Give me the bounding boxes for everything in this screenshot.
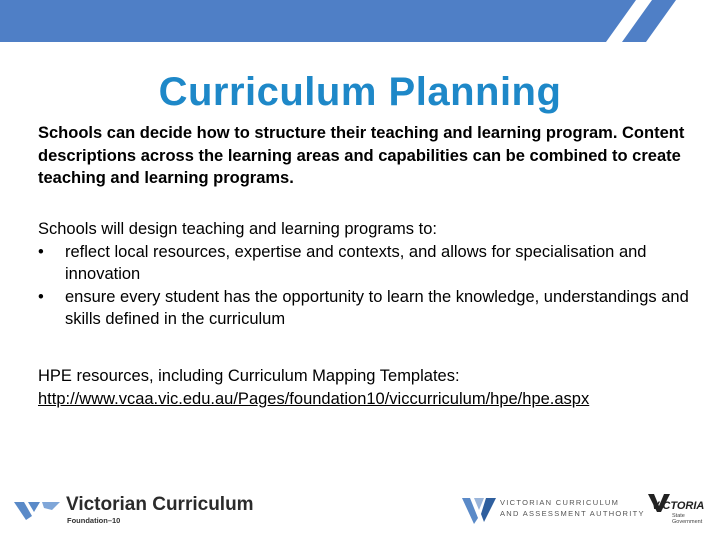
bullet-text: ensure every student has the opportunity to learn the knowledge, understandings and skills defined in the curriculum	[65, 287, 689, 328]
victoria-text: VICTORIA	[652, 500, 705, 512]
slide-title: Curriculum Planning	[158, 70, 562, 114]
design-lead: Schools will design teaching and learning programs to:	[38, 220, 437, 238]
resources-text: HPE resources, including Curriculum Mapping Templates:	[38, 367, 460, 385]
victoria-state-government-logo	[642, 494, 712, 530]
design-section	[38, 218, 698, 331]
vc-logo-text: Victorian Curriculum	[66, 494, 254, 515]
intro-paragraph: Schools can decide how to structure their teaching and learning program. Content descriptions across the learning areas and capabilities can be combined to create teaching and learning programs.	[38, 124, 685, 187]
victoria-sub-1: State	[672, 513, 685, 519]
vcaa-line-2: AND ASSESSMENT AUTHORITY	[500, 509, 645, 518]
victorian-curriculum-logo	[14, 494, 254, 530]
bullet-text: reflect local resources, expertise and contexts, and allows for specialisation and innovation	[65, 242, 647, 283]
bullet-item	[38, 241, 698, 286]
bullet-dot: •	[38, 287, 44, 306]
bullet-item	[38, 286, 698, 331]
victoria-sub-2: Government	[672, 519, 703, 525]
vcaa-logo	[462, 494, 645, 528]
victoria-subtext	[672, 513, 702, 525]
vcaa-logo-text	[500, 497, 645, 519]
vc-chevron-icon	[14, 498, 62, 522]
bullet-dot: •	[38, 242, 44, 261]
hpe-resources-link[interactable]: http://www.vcaa.vic.edu.au/Pages/foundation10/viccurriculum/hpe/hpe.aspx	[38, 389, 590, 408]
top-banner-bar	[0, 0, 720, 42]
resources-section	[38, 365, 698, 410]
vcaa-chevron-icon	[462, 496, 496, 526]
vcaa-line-1: VICTORIAN CURRICULUM	[500, 498, 620, 507]
vc-logo-subtext: Foundation–10	[67, 516, 121, 525]
